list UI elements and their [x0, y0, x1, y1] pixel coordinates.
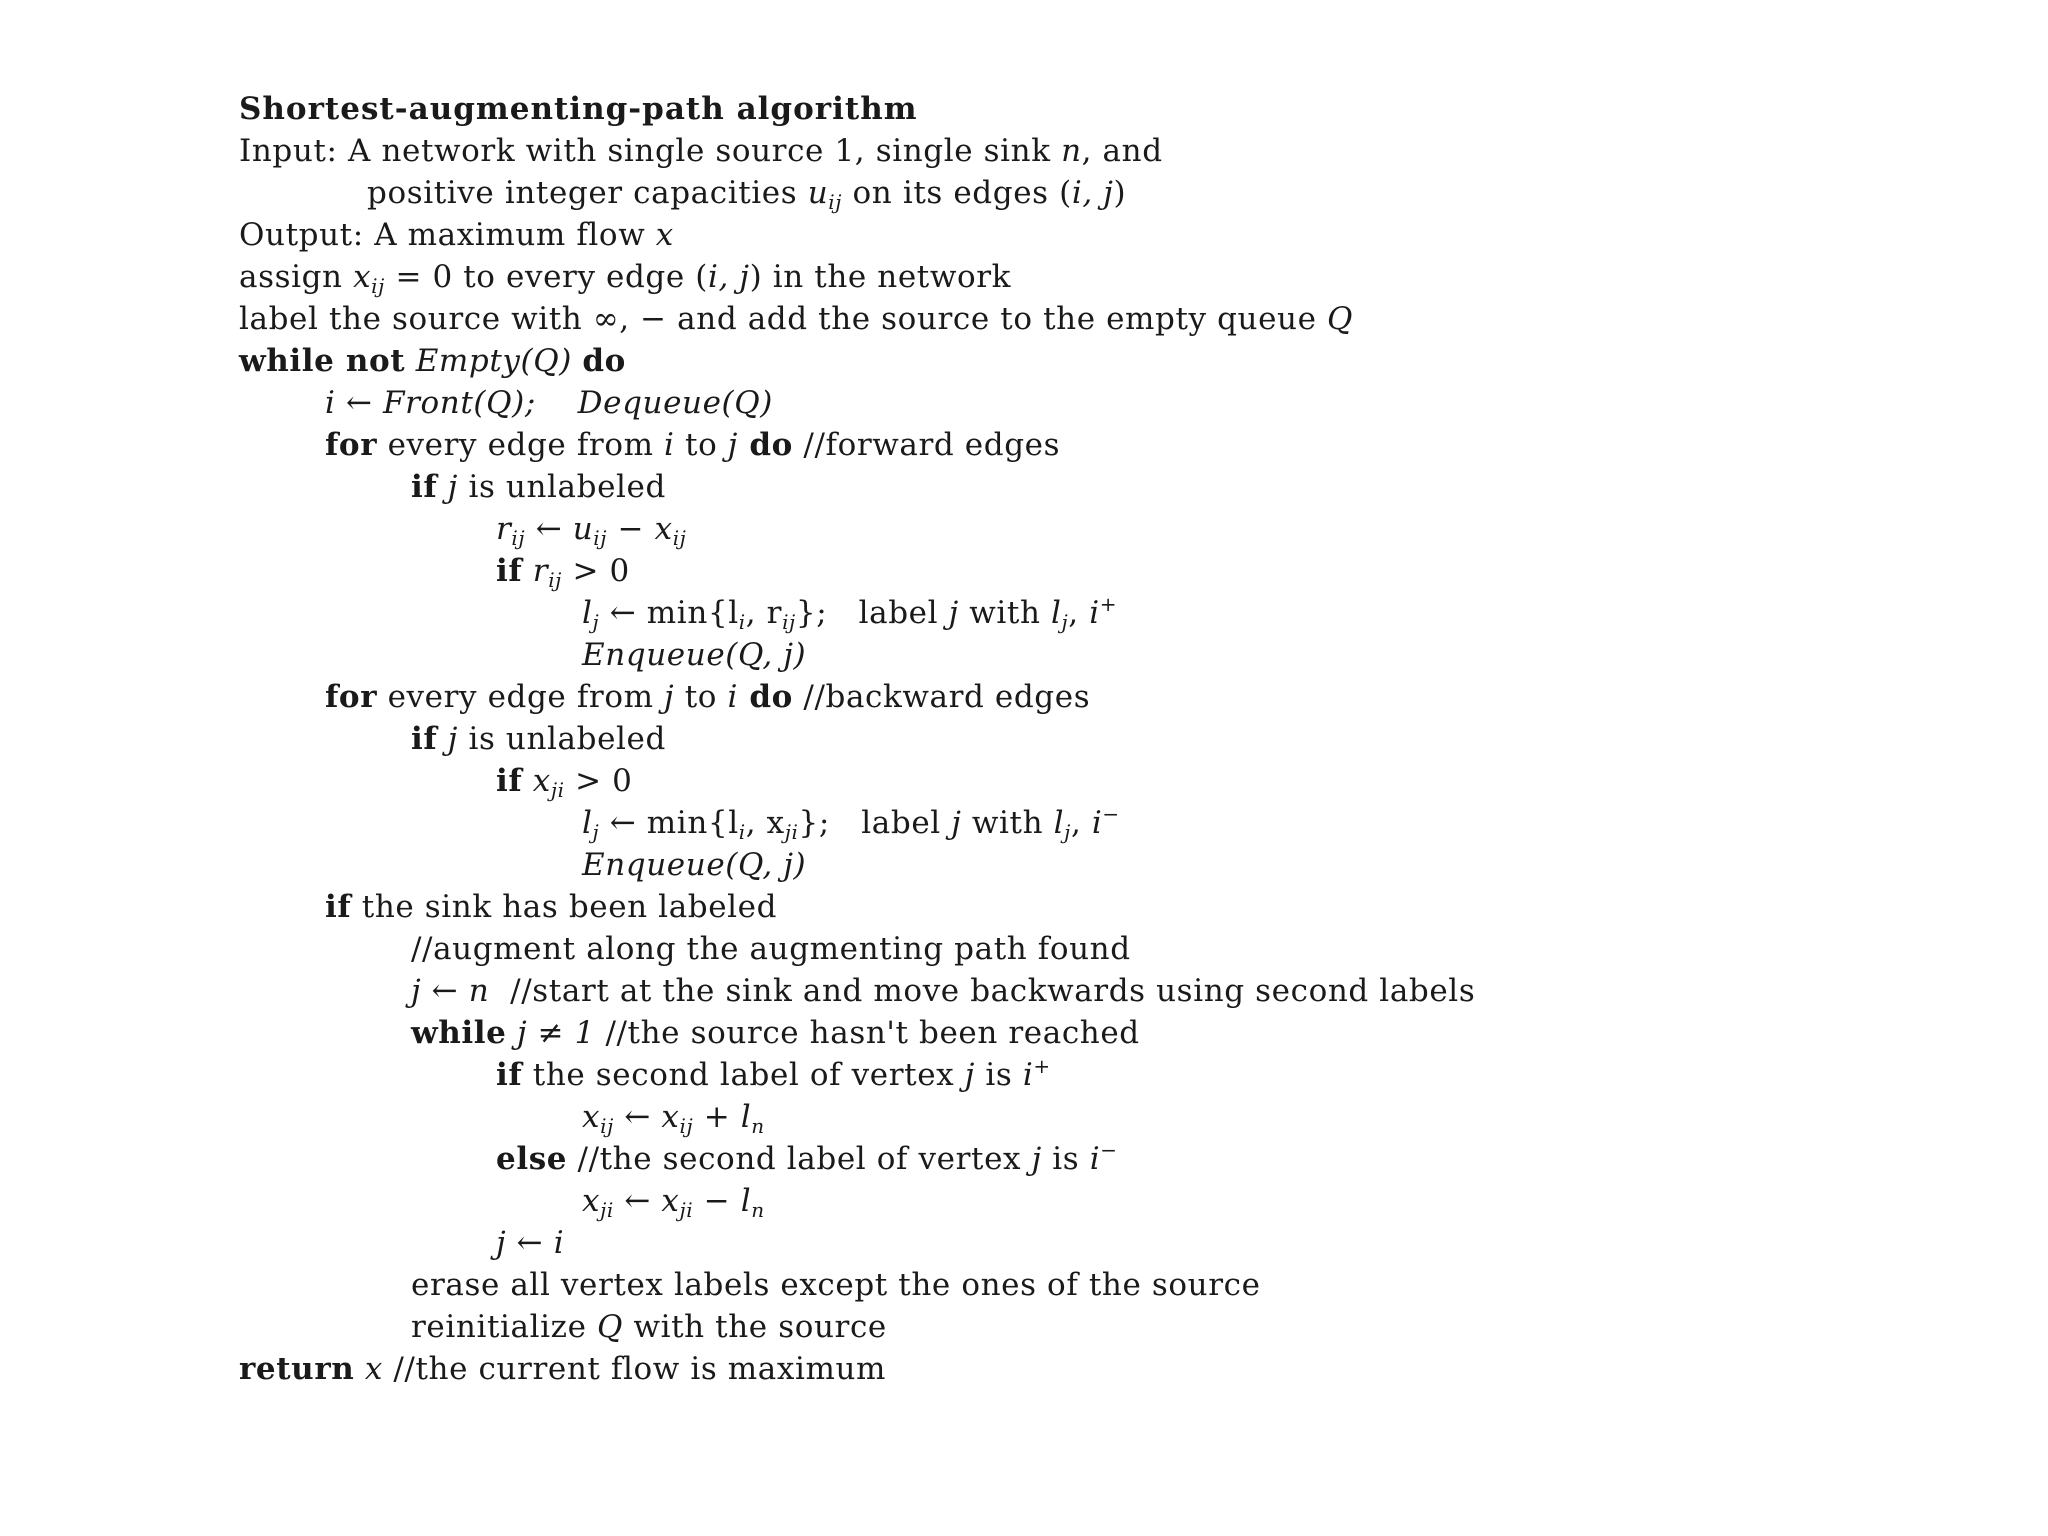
- xji-mid: ← x: [613, 1183, 680, 1219]
- while-source-line: [411, 1012, 1140, 1054]
- var-r: r: [522, 553, 549, 589]
- for-text: every edge from: [377, 679, 665, 715]
- for-text: every edge from: [377, 427, 665, 463]
- input-label: Input:: [239, 133, 338, 169]
- for-to: to: [674, 679, 728, 715]
- var-r: r: [496, 511, 512, 547]
- if-x-positive-line: [496, 760, 632, 802]
- sub-ij: ij: [672, 526, 687, 550]
- lj-mid: ← min{l: [599, 805, 739, 841]
- lj-mid: ← min{l: [599, 595, 739, 631]
- var-j: j: [727, 427, 739, 463]
- comment-backward: //backward edges: [792, 679, 1091, 715]
- r-mid-2: − x: [607, 511, 673, 547]
- comment-source: //the source hasn't been reached: [595, 1015, 1140, 1051]
- input-end-2: ): [1113, 175, 1127, 211]
- r-assign-line: [496, 508, 687, 550]
- input-line-1: [239, 130, 1163, 172]
- var-i: i: [1022, 1057, 1034, 1093]
- sub-ij: ij: [371, 274, 385, 298]
- while-line: [239, 340, 626, 382]
- sub-ji: ji: [679, 1198, 694, 1222]
- var-q: Q: [1327, 301, 1354, 337]
- sub-j: j: [1064, 820, 1071, 844]
- sub-ji: ji: [600, 1198, 614, 1222]
- var-j: j: [951, 805, 962, 841]
- erase-labels-line: erase all vertex labels except the ones of the source: [411, 1267, 1261, 1303]
- xij-update-line: [582, 1096, 765, 1138]
- j-assign-i-line: j ← i: [496, 1225, 565, 1261]
- xji-update-line: [582, 1180, 765, 1222]
- var-j: j: [948, 595, 959, 631]
- var-j: j: [437, 721, 458, 757]
- var-q: Q: [596, 1309, 623, 1345]
- keyword-do: do: [738, 679, 793, 715]
- while-condition: j ≠ 1: [506, 1015, 595, 1051]
- var-x: x: [522, 763, 551, 799]
- j-n-line: [411, 970, 1475, 1012]
- var-n: n: [1061, 133, 1082, 169]
- j-assign-n: j ← n: [411, 973, 490, 1009]
- sub-ij: ij: [828, 190, 843, 214]
- if-unlabeled-line-1: [411, 466, 666, 508]
- keyword-if: if: [325, 889, 352, 925]
- output-line: [239, 214, 674, 256]
- if-unlabeled-line-2: [411, 718, 666, 760]
- assign-rest: = 0 to every edge (: [384, 259, 708, 295]
- r-mid: ← u: [525, 511, 594, 547]
- var-x: x: [353, 259, 372, 295]
- sub-ij: ij: [548, 568, 562, 592]
- lj-forward-line: [582, 592, 1117, 634]
- if-r-positive-line: [496, 550, 630, 592]
- input-text-2: positive integer capacities: [367, 175, 808, 211]
- keyword-for: for: [325, 427, 378, 463]
- var-j: j: [1031, 1141, 1042, 1177]
- var-x: x: [582, 1183, 601, 1219]
- is-text: is: [1041, 1141, 1090, 1177]
- output-text: A maximum flow: [374, 217, 656, 253]
- sub-ij: ij: [782, 610, 796, 634]
- keyword-do: do: [738, 427, 793, 463]
- sup-plus: +: [1033, 1054, 1051, 1078]
- lj-mid-2: , x: [745, 805, 785, 841]
- sub-i: i: [738, 820, 746, 844]
- else-comment: //the second label of vertex: [567, 1141, 1032, 1177]
- sub-j: j: [592, 610, 600, 634]
- var-l: l: [582, 805, 593, 841]
- var-j: j: [437, 469, 458, 505]
- var-u: u: [807, 175, 829, 211]
- sup-minus: −: [1102, 802, 1120, 826]
- algorithm-title: Shortest-augmenting-path algorithm: [239, 91, 918, 127]
- sup-minus: −: [1100, 1138, 1118, 1162]
- comma: ,: [1068, 595, 1090, 631]
- comment-forward: //forward edges: [792, 427, 1061, 463]
- while-condition: Empty(Q): [405, 343, 583, 379]
- edge-ij: i, j: [707, 259, 750, 295]
- reinitialize-line: [411, 1306, 887, 1348]
- sub-ij: ij: [600, 1114, 614, 1138]
- enqueue-line-2: Enqueue(Q, j): [582, 847, 807, 883]
- var-x: x: [582, 1099, 601, 1135]
- var-l: l: [1050, 595, 1062, 631]
- keyword-while: while: [411, 1015, 507, 1051]
- var-j: j: [964, 1057, 975, 1093]
- input-text: A network with single source 1, single sink: [348, 133, 1062, 169]
- keyword-if: if: [496, 553, 523, 589]
- if-text: is unlabeled: [457, 469, 666, 505]
- input-mid: on its edges (: [842, 175, 1072, 211]
- output-label: Output:: [239, 217, 364, 253]
- sub-i: i: [738, 610, 746, 634]
- var-i: i: [1091, 805, 1103, 841]
- keyword-while-not: while not: [239, 343, 406, 379]
- if-text: is unlabeled: [457, 721, 666, 757]
- front-dequeue-line: i ← Front(Q); Dequeue(Q): [325, 385, 773, 421]
- keyword-if: if: [411, 721, 438, 757]
- if-sink-text: the sink has been labeled: [351, 889, 778, 925]
- var-j: j: [664, 679, 675, 715]
- var-i: i: [664, 427, 675, 463]
- lj-with: with: [961, 805, 1054, 841]
- sub-ij: ij: [593, 526, 608, 550]
- sub-ij: ij: [679, 1114, 694, 1138]
- keyword-if: if: [411, 469, 438, 505]
- comma: ,: [1070, 805, 1092, 841]
- label-source-line: [239, 298, 1353, 340]
- sup-plus: +: [1099, 592, 1118, 616]
- sub-ji: ji: [784, 820, 799, 844]
- is-text: is: [974, 1057, 1023, 1093]
- var-i: i: [1089, 595, 1100, 631]
- return-line: [239, 1348, 886, 1390]
- if-end: > 0: [562, 553, 630, 589]
- edge-ij: i, j: [1071, 175, 1114, 211]
- var-l: l: [582, 595, 593, 631]
- keyword-return: return: [239, 1351, 355, 1387]
- if-text: the second label of vertex: [522, 1057, 965, 1093]
- lj-end: }; label: [795, 595, 949, 631]
- if-second-label-line: [496, 1054, 1051, 1096]
- xji-mid-2: − l: [693, 1183, 752, 1219]
- enqueue-line-1: Enqueue(Q, j): [582, 637, 807, 673]
- sub-j: j: [1061, 610, 1069, 634]
- keyword-for: for: [325, 679, 378, 715]
- else-line: [496, 1138, 1118, 1180]
- input-end: , and: [1081, 133, 1163, 169]
- label-source-text: label the source with ∞, − and add the source to the empty queue: [239, 301, 1328, 337]
- var-i: i: [1089, 1141, 1101, 1177]
- xij-mid-2: + l: [693, 1099, 752, 1135]
- keyword-do: do: [582, 343, 626, 379]
- keyword-if: if: [496, 763, 523, 799]
- lj-backward-line: [582, 802, 1120, 844]
- augment-comment-line: //augment along the augmenting path found: [411, 931, 1131, 967]
- lj-end: }; label: [798, 805, 952, 841]
- xij-mid: ← x: [613, 1099, 680, 1135]
- sub-ji: ji: [550, 778, 565, 802]
- sub-j: j: [592, 820, 600, 844]
- keyword-if: if: [496, 1057, 523, 1093]
- sub-n: n: [751, 1114, 765, 1138]
- reinit-text: reinitialize: [411, 1309, 597, 1345]
- var-i: i: [727, 679, 739, 715]
- for-to: to: [674, 427, 728, 463]
- assign-end: ) in the network: [749, 259, 1012, 295]
- assign-line: [239, 256, 1011, 298]
- var-l: l: [1053, 805, 1065, 841]
- for-forward-line: [325, 424, 1060, 466]
- keyword-else: else: [496, 1141, 568, 1177]
- assign-text: assign: [239, 259, 354, 295]
- input-line-2: [367, 172, 1126, 214]
- reinit-text-2: with the source: [623, 1309, 887, 1345]
- var-x: x: [354, 1351, 383, 1387]
- if-end: > 0: [564, 763, 633, 799]
- comment-return: //the current flow is maximum: [382, 1351, 887, 1387]
- var-x: x: [655, 217, 674, 253]
- sub-n: n: [751, 1198, 765, 1222]
- sub-ij: ij: [511, 526, 526, 550]
- lj-with: with: [958, 595, 1051, 631]
- lj-mid-2: , r: [745, 595, 783, 631]
- for-backward-line: [325, 676, 1090, 718]
- comment-start-sink: //start at the sink and move backwards using second labels: [489, 973, 1476, 1009]
- if-sink-line: [325, 886, 777, 928]
